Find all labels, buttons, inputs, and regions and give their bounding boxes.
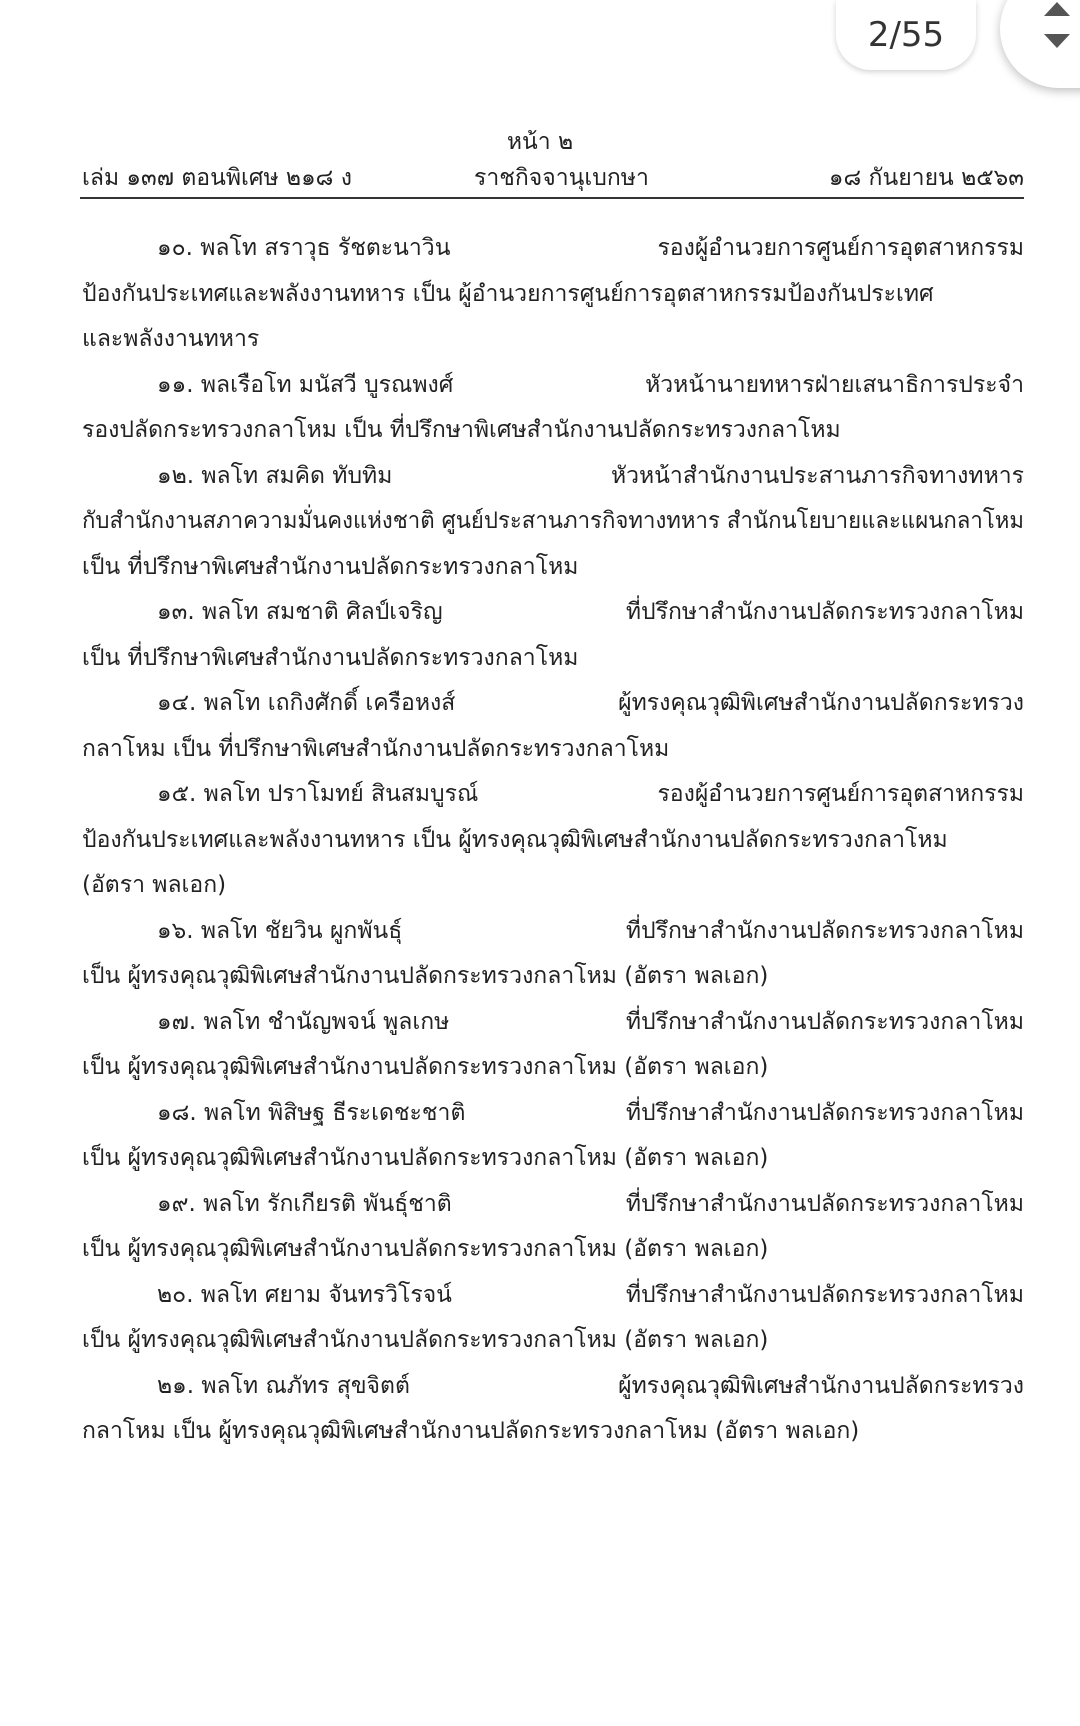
entry-name: ๑๒. พลโท สมคิด ทับทิม xyxy=(157,462,393,489)
entry-current-position: ที่ปรึกษาสำนักงานปลัดกระทรวงกลาโหม xyxy=(625,1099,1024,1126)
entry-continuation-line: (อัตรา พลเอก) xyxy=(82,872,227,898)
entry-continuation-line: เป็น ผู้ทรงคุณวุฒิพิเศษสำนักงานปลัดกระทรวงกลาโหม (อัตรา พลเอก) xyxy=(82,1145,769,1171)
page-label: หน้า ๒ xyxy=(506,129,574,155)
entry-continuation-line: กับสำนักงานสภาความมั่นคงแห่งชาติ ศูนย์ประสานภารกิจทางทหาร สำนักนโยบายและแผนกลาโหม xyxy=(82,508,1024,534)
entry-current-position: ผู้ทรงคุณวุฒิพิเศษสำนักงานปลัดกระทรวง xyxy=(618,1372,1024,1399)
entry-current-position: รองผู้อำนวยการศูนย์การอุตสาหกรรม xyxy=(657,235,1024,261)
publish-date: ๑๘ กันยายน ๒๕๖๓ xyxy=(828,165,1024,191)
entry-name: ๑๔. พลโท เถกิงศักดิ์ เครือหงส์ xyxy=(157,690,456,716)
entry-continuation-line: เป็น ที่ปรึกษาพิเศษสำนักงานปลัดกระทรวงกลาโหม xyxy=(82,553,579,580)
entry-continuation-line: กลาโหม เป็น ผู้ทรงคุณวุฒิพิเศษสำนักงานปลัดกระทรวงกลาโหม (อัตรา พลเอก) xyxy=(82,1418,860,1444)
gazette-title: ราชกิจจานุเบกษา xyxy=(474,165,649,191)
entry-continuation-line: เป็น ผู้ทรงคุณวุฒิพิเศษสำนักงานปลัดกระทรวงกลาโหม (อัตรา พลเอก) xyxy=(82,1054,769,1080)
entry-continuation-line: กลาโหม เป็น ที่ปรึกษาพิเศษสำนักงานปลัดกระทรวงกลาโหม xyxy=(82,735,670,762)
scroll-down-icon[interactable] xyxy=(1044,34,1070,48)
entry-current-position: ผู้ทรงคุณวุฒิพิเศษสำนักงานปลัดกระทรวง xyxy=(618,690,1024,716)
entry-continuation-line: ป้องกันประเทศและพลังงานทหาร เป็น ผู้ทรงคุณวุฒิพิเศษสำนักงานปลัดกระทรวงกลาโหม xyxy=(82,826,948,853)
entry-continuation-line: รองปลัดกระทรวงกลาโหม เป็น ที่ปรึกษาพิเศษสำนักงานปลัดกระทรวงกลาโหม xyxy=(82,417,841,443)
page-counter: 2/55 xyxy=(836,0,976,70)
scroll-up-icon[interactable] xyxy=(1044,2,1070,16)
entry-name: ๒๑. พลโท ณภัทร สุขจิตต์ xyxy=(157,1372,410,1399)
entry-current-position: ที่ปรึกษาสำนักงานปลัดกระทรวงกลาโหม xyxy=(625,1008,1024,1035)
volume-info: เล่ม ๑๓๗ ตอนพิเศษ ๒๑๘ ง xyxy=(82,165,352,191)
entry-current-position: ที่ปรึกษาสำนักงานปลัดกระทรวงกลาโหม xyxy=(625,1190,1024,1217)
entry-name: ๑๕. พลโท ปราโมทย์ สินสมบูรณ์ xyxy=(157,781,479,807)
entry-continuation-line: เป็น ที่ปรึกษาพิเศษสำนักงานปลัดกระทรวงกลาโหม xyxy=(82,644,579,671)
entry-continuation-line: ป้องกันประเทศและพลังงานทหาร เป็น ผู้อำนวยการศูนย์การอุตสาหกรรมป้องกันประเทศ xyxy=(82,280,934,307)
document-header xyxy=(82,160,1024,194)
entry-current-position: รองผู้อำนวยการศูนย์การอุตสาหกรรม xyxy=(657,781,1024,807)
entry-name: ๑๘. พลโท พิสิษฐ ธีระเดชะชาติ xyxy=(157,1099,466,1126)
entry-continuation-line: เป็น ผู้ทรงคุณวุฒิพิเศษสำนักงานปลัดกระทรวงกลาโหม (อัตรา พลเอก) xyxy=(82,1236,769,1262)
entry-current-position: ที่ปรึกษาสำนักงานปลัดกระทรวงกลาโหม xyxy=(625,1281,1024,1308)
entry-continuation-line: เป็น ผู้ทรงคุณวุฒิพิเศษสำนักงานปลัดกระทรวงกลาโหม (อัตรา พลเอก) xyxy=(82,1327,769,1353)
entry-continuation-line: เป็น ผู้ทรงคุณวุฒิพิเศษสำนักงานปลัดกระทรวงกลาโหม (อัตรา พลเอก) xyxy=(82,963,769,989)
entry-current-position: ที่ปรึกษาสำนักงานปลัดกระทรวงกลาโหม xyxy=(625,599,1024,625)
entry-name: ๑๐. พลโท สราวุธ รัชตะนาวิน xyxy=(157,235,451,261)
entry-name: ๑๗. พลโท ชำนัญพจน์ พูลเกษ xyxy=(157,1008,450,1035)
entry-name: ๒๐. พลโท ศยาม จันทรวิโรจน์ xyxy=(157,1281,452,1308)
entry-name: ๑๙. พลโท รักเกียรติ พันธุ์ชาติ xyxy=(157,1190,452,1217)
entry-current-position: ที่ปรึกษาสำนักงานปลัดกระทรวงกลาโหม xyxy=(625,917,1024,944)
entry-current-position: หัวหน้าสำนักงานประสานภารกิจทางทหาร xyxy=(610,462,1024,489)
entry-name: ๑๑. พลเรือโท มนัสวี บูรณพงศ์ xyxy=(157,371,454,398)
entry-continuation-line: และพลังงานทหาร xyxy=(82,326,260,352)
entry-name: ๑๓. พลโท สมชาติ ศิลป์เจริญ xyxy=(157,599,443,625)
header-rule xyxy=(80,197,1024,199)
scroll-handle[interactable] xyxy=(1000,0,1080,88)
entry-current-position: หัวหน้านายทหารฝ่ายเสนาธิการประจำ xyxy=(645,371,1024,398)
entry-name: ๑๖. พลโท ชัยวิน ผูกพันธุ์ xyxy=(157,917,403,944)
